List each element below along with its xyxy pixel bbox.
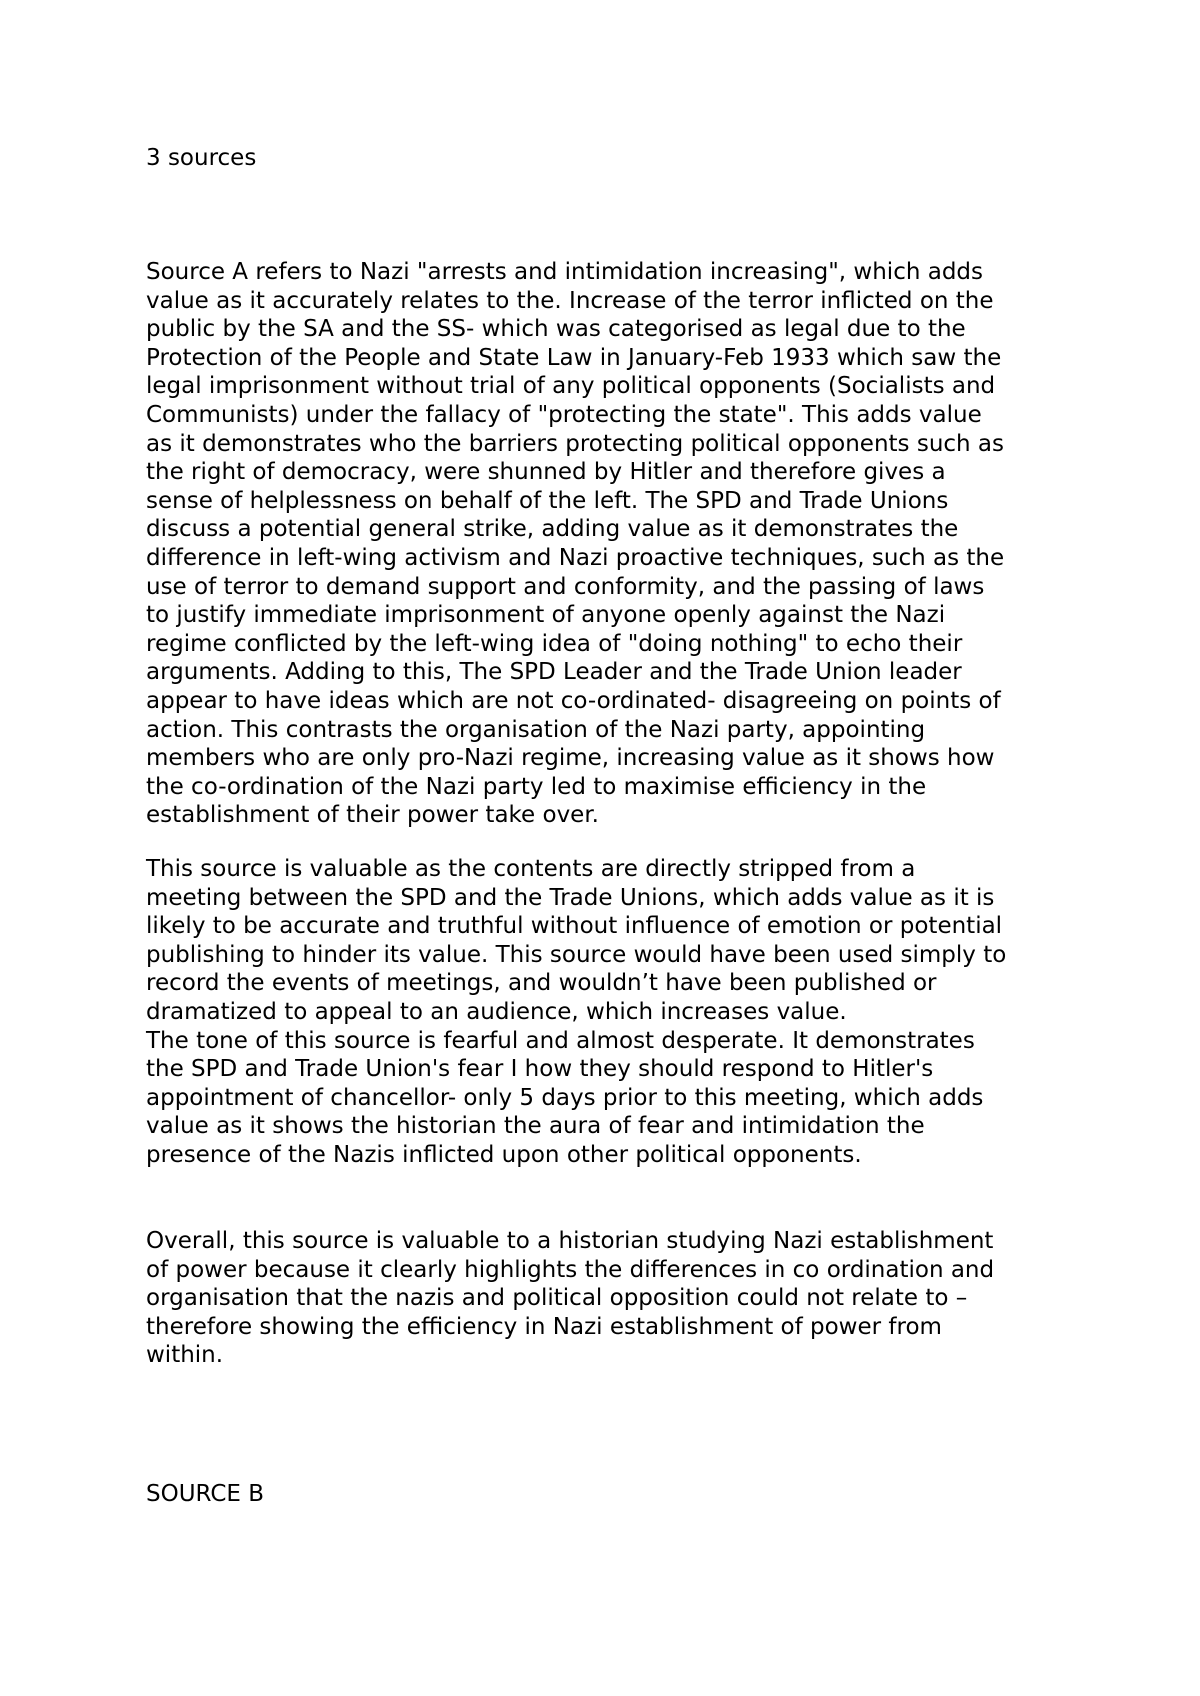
source-b-heading: SOURCE B: [146, 1481, 265, 1507]
paragraph-source-value: This source is valuable as the contents are directly stripped from a meeting between the SPD and the Trade Unions, which adds value as it is likely to be accurate and truthful without influence of emotion or potential publishing to hinder its value. This source would have been used simply to record the events of meetings, and wouldn’t have been published or dramatized to appeal to an audience, which increases value. The tone of this source is fearful and almost desperate. It demonstrates the SPD and Trade Union's fear I how they should respond to Hitler's appointment of chancellor- only 5 days prior to this meeting, which adds value as it shows the historian the aura of fear and intimidation the presence of the Nazis inflicted upon other political opponents.: [146, 856, 1007, 1168]
document-heading: 3 sources: [146, 145, 257, 171]
paragraph-overall-conclusion: Overall, this source is valuable to a historian studying Nazi establishment of power because it clearly highlights the differences in co ordination and organisation that the nazis and political opposition could not relate to – therefore showing the efficiency in Nazi establishment of power from within.: [146, 1228, 995, 1369]
paragraph-source-a-analysis: Source A refers to Nazi "arrests and intimidation increasing", which adds value as it accurately relates to the. Increase of the terror inflicted on the public by the SA and the SS- which was categorised as legal due to the Protection of the People and State Law in January-Feb 1933 which saw the legal imprisonment without trial of any political opponents (Socialists and Communists) under the fallacy of "protecting the state". This adds value as it demonstrates who the barriers protecting political opponents such as the right of democracy, were shunned by Hitler and therefore gives a sense of helplessness on behalf of the left. The SPD and Trade Unions discuss a potential general strike, adding value as it demonstrates the difference in left-wing activism and Nazi proactive techniques, such as the use of terror to demand support and conformity, and the passing of laws to justify immediate imprisonment of anyone openly against the Nazi regime conflicted by the left-wing idea of "doing nothing" to echo their arguments. Adding to this, The SPD Leader and the Trade Union leader appear to have ideas which are not co-ordinated- disagreeing on points of action. This contrasts the organisation of the Nazi party, appointing members who are only pro-Nazi regime, increasing value as it shows how the co-ordination of the Nazi party led to maximise efficiency in the establishment of their power take over.: [146, 259, 1005, 829]
